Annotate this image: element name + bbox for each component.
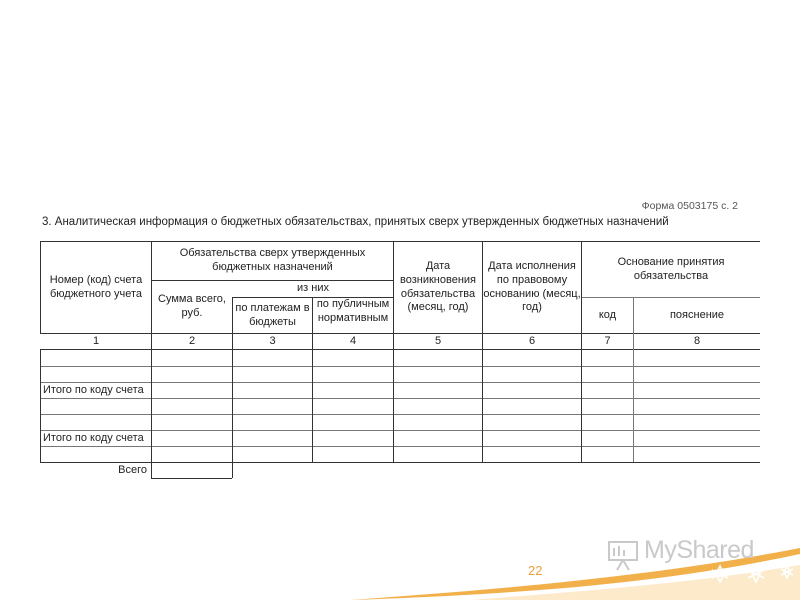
header-total-sum: Сумма всего, руб. bbox=[158, 293, 226, 319]
grid-line bbox=[40, 446, 760, 447]
column-number: 7 bbox=[604, 334, 611, 347]
header-budget-payments: по платежам в бюджеты bbox=[235, 301, 310, 328]
header-basis-group: Основание принятия обязательства bbox=[617, 255, 725, 282]
header-date-arise: Дата возникновения обязательства (месяц, год) bbox=[400, 260, 476, 314]
column-number: 8 bbox=[693, 334, 701, 347]
header-date-execution: Дата исполнения по правовому основанию (месяц, год) bbox=[483, 260, 581, 314]
column-number: 1 bbox=[92, 334, 100, 347]
header-code: код bbox=[598, 308, 617, 321]
subtotal-row-label: Итого по коду счета bbox=[43, 383, 144, 396]
section-title: 3. Аналитическая информация о бюджетных обязательствах, принятых сверх утвержденных бюджетных назначений bbox=[42, 216, 669, 228]
grid-line bbox=[40, 414, 760, 415]
column-number: 6 bbox=[528, 334, 536, 347]
header-account-number: Номер (код) счета бюджетного учета bbox=[49, 273, 143, 300]
column-number: 5 bbox=[434, 334, 442, 347]
grand-total-label: Всего bbox=[118, 463, 147, 476]
header-public-normative: по публичным нормативным bbox=[316, 298, 390, 324]
page-number: 22 bbox=[528, 563, 543, 578]
grid-line bbox=[151, 478, 232, 479]
column-number: 4 bbox=[349, 334, 357, 347]
form-reference: Форма 0503175 с. 2 bbox=[641, 200, 738, 212]
flower-ornament-icon bbox=[706, 560, 796, 588]
presentation-board-icon bbox=[606, 538, 640, 572]
column-number: 2 bbox=[188, 334, 196, 347]
column-number: 3 bbox=[269, 334, 276, 347]
header-obligations-group: Обязательства сверх утвержденных бюджетных назначений bbox=[179, 247, 366, 273]
grid-line bbox=[40, 366, 760, 367]
header-of-which: из них bbox=[297, 282, 329, 295]
watermark-logo: MyShared bbox=[644, 536, 754, 564]
header-explanation: пояснение bbox=[669, 308, 725, 321]
grid-line bbox=[40, 349, 760, 350]
grid-line bbox=[40, 398, 760, 399]
subtotal-row-label: Итого по коду счета bbox=[43, 431, 144, 444]
